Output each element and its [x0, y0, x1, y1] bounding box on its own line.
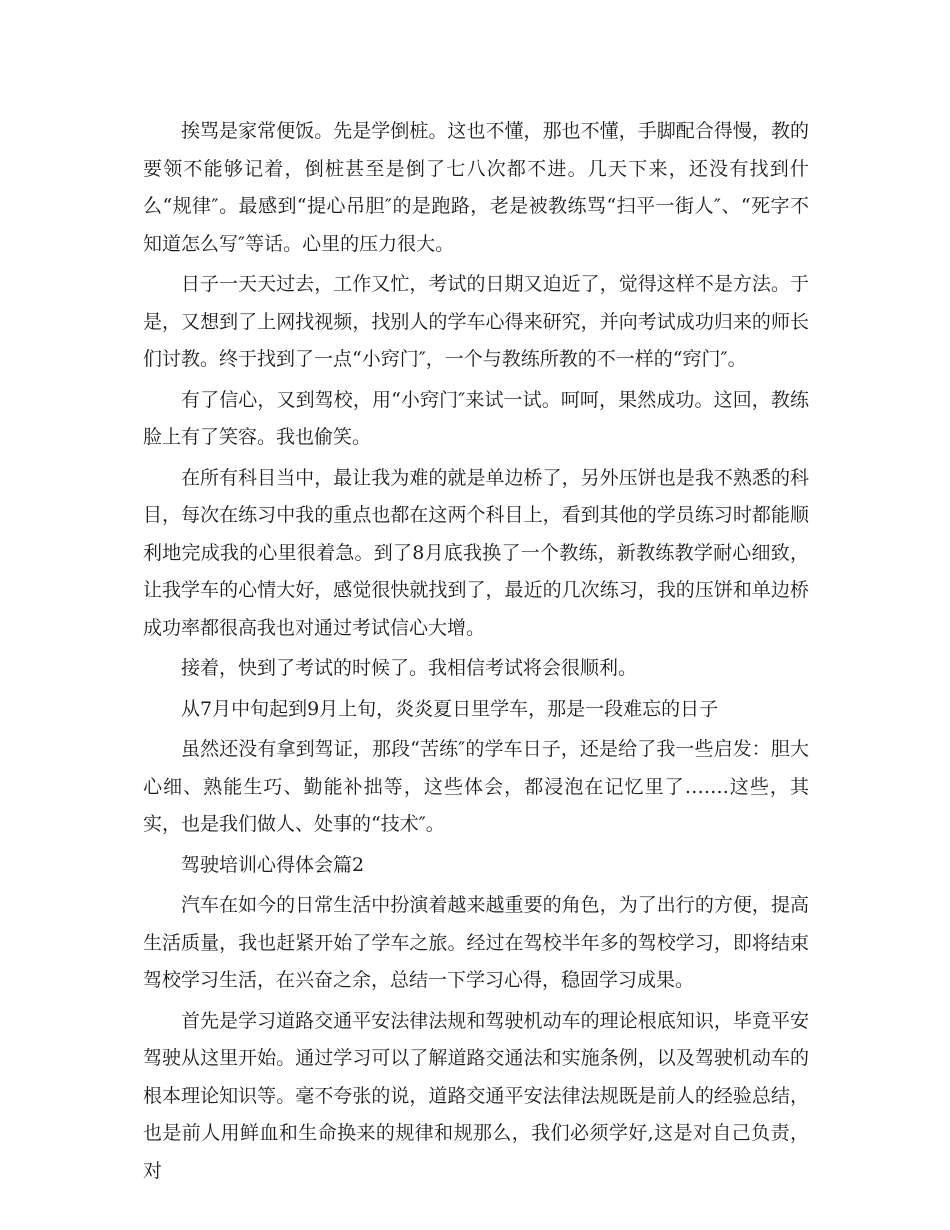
- paragraph: 有了信心，又到驾校，用“小窍门″来试一试。呵呵，果然成功。这回，教练脸上有了笑容。我也偷笑。: [143, 388, 809, 448]
- paragraph: 虽然还没有拿到驾证，那段“苦练″的学车日子，还是给了我一些启发：胆大心细、熟能生巧、勤能补拙等，这些体会，都浸泡在记忆里了…….这些，其实，也是我们做人、处事的“技术″。: [143, 738, 809, 835]
- section-heading: 驾驶培训心得体会篇2: [181, 853, 365, 876]
- paragraph: 接着，快到了考试的时候了。我相信考试将会很顺利。: [181, 657, 638, 679]
- paragraph: 从7月中旬起到9月上旬，炎炎夏日里学车，那是一段难忘的日子: [181, 697, 719, 720]
- paragraph: 挨骂是家常便饭。先是学倒桩。这也不懂，那也不懂，手脚配合得慢，教的要领不能够记着，倒桩甚至是倒了七八次都不进。几天下来，还没有找到什么“规律″。最感到“提心吊胆″的是跑路，老是被教练骂“扫平一街人″、“死字不知道怎么写″等话。心里的压力很大。: [143, 120, 809, 255]
- paragraph: 在所有科目当中，最让我为难的就是单边桥了，另外压饼也是我不熟悉的科目，每次在练习中我的重点也都在这两个科目上，看到其他的学员练习时都能顺利地完成我的心里很着急。到了8月底我换了一个教练，新教练教学耐心细致，让我学车的心情大好，感觉很快就找到了，最近的几次练习，我的压饼和单边桥成功率都很高我也对通过考试信心大增。: [143, 466, 809, 639]
- paragraph: 首先是学习道路交通平安法律法规和驾驶机动车的理论根底知识，毕竟平安驾驶从这里开始。通过学习可以了解道路交通法和实施条例，以及驾驶机动车的根本理论知识等。毫不夸张的说，道路交通平安法律法规既是前人的经验总结，也是前人用鲜血和生命换来的规律和规那么，我们必须学好,这是对自己负责，对: [143, 1009, 809, 1182]
- paragraph: 日子一天天过去，工作又忙，考试的日期又迫近了，觉得这样不是方法。于是，又想到了上网找视频，找别人的学车心得来研究，并向考试成功归来的师长们讨教。终于找到了一点“小窍门″，一个与教练所教的不一样的“窍门″。: [143, 273, 809, 370]
- paragraph: 汽车在如今的日常生活中扮演着越来越重要的角色，为了出行的方便，提高生活质量，我也赶紧开始了学车之旅。经过在驾校半年多的驾校学习，即将结束驾校学习生活，在兴奋之余，总结一下学习心得，稳固学习成果。: [143, 894, 809, 991]
- document-body: [143, 113, 809, 1193]
